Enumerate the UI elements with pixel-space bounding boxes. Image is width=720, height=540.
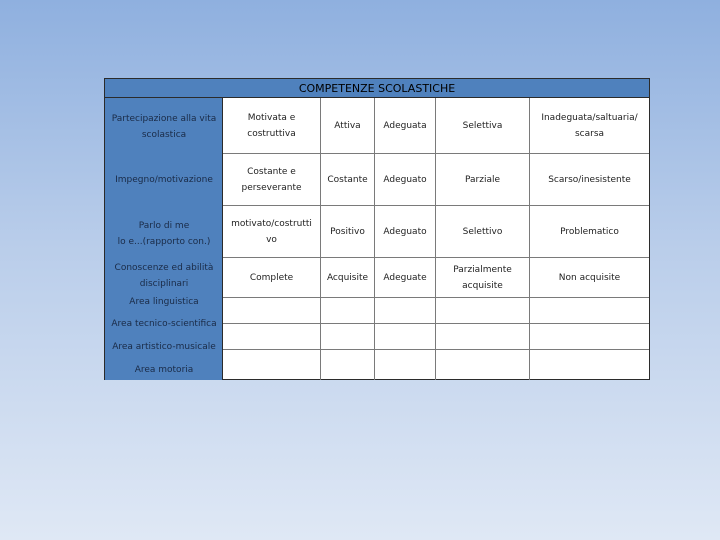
cell-row1-col3: Adeguata bbox=[383, 120, 427, 131]
cell-row2-col1: Costante e perseverante bbox=[241, 166, 302, 193]
cell-row3-col1: motivato/costrutti vo bbox=[231, 218, 312, 245]
cell-row1-col5: Inadeguata/saltuaria/ scarsa bbox=[541, 112, 638, 139]
cell-row3-col2: Positivo bbox=[330, 226, 365, 237]
row-divider bbox=[223, 323, 649, 324]
row-label-parlo-di-me: Parlo di me lo e...(rapporto con.) bbox=[117, 221, 211, 247]
cell-row1-col4: Selettiva bbox=[462, 120, 503, 131]
area-label-tecnico-scientifica: Area tecnico-scientifica bbox=[111, 319, 217, 329]
cell-row3-col5: Problematico bbox=[560, 226, 619, 237]
area-label-artistico-musicale: Area artistico-musicale bbox=[112, 342, 216, 352]
cell-row3-col3: Adeguato bbox=[383, 226, 427, 237]
cell-row4-col1: Complete bbox=[249, 272, 294, 283]
cell-row4-col4: Parzialmente acquisite bbox=[453, 264, 512, 291]
cell-row2-col4: Parziale bbox=[464, 174, 500, 185]
cell-row4-col3: Adeguate bbox=[383, 272, 427, 283]
cell-row1-col1: Motivata e costruttiva bbox=[247, 112, 296, 139]
cell-row4-col5: Non acquisite bbox=[558, 272, 621, 283]
cell-row2-col3: Adeguato bbox=[383, 174, 427, 185]
cell-row4-col2: Acquisite bbox=[326, 272, 369, 283]
competenze-table bbox=[104, 78, 650, 380]
row-header-column bbox=[105, 98, 223, 380]
cell-row2-col2: Costante bbox=[327, 174, 368, 185]
table-title: COMPETENZE SCOLASTICHE bbox=[105, 79, 649, 98]
cell-row2-col5: Scarso/inesistente bbox=[548, 174, 631, 185]
row-label-partecipazione: Partecipazione alla vita scolastica bbox=[111, 114, 217, 140]
area-label-motoria: Area motoria bbox=[134, 365, 194, 375]
cell-row1-col2: Attiva bbox=[334, 120, 361, 131]
cell-row3-col4: Selettivo bbox=[462, 226, 503, 237]
row-divider bbox=[223, 297, 649, 298]
row-label-conoscenze: Conoscenze ed abilità disciplinari bbox=[114, 263, 214, 289]
area-label-linguistica: Area linguistica bbox=[129, 297, 199, 307]
row-divider bbox=[223, 349, 649, 350]
row-label-impegno: Impegno/motivazione bbox=[115, 175, 213, 185]
